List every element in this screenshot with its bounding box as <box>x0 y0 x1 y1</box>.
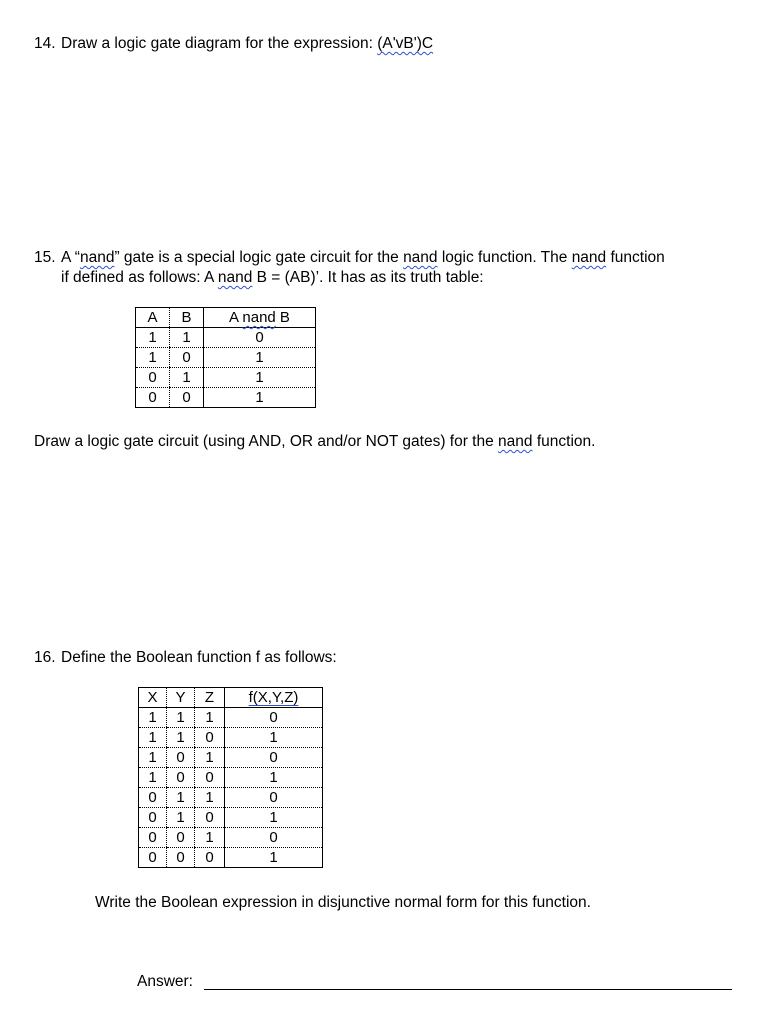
function-truth-table <box>138 687 323 868</box>
question-15-instruction <box>34 432 595 452</box>
question-15-line-1 <box>34 248 665 268</box>
table-cell: 0 <box>139 848 167 868</box>
table-header-row <box>139 688 323 708</box>
table-cell: 1 <box>136 348 170 368</box>
table-cell: 1 <box>225 808 323 828</box>
table-cell: 0 <box>225 828 323 848</box>
table-cell: 0 <box>225 708 323 728</box>
table-cell: 0 <box>195 848 225 868</box>
question-16 <box>34 648 337 668</box>
question-14-text: Draw a logic gate diagram for the expression: <box>61 35 378 52</box>
table-row <box>139 788 323 808</box>
nand-word: nand <box>403 249 438 266</box>
table-row <box>139 708 323 728</box>
header-f: f(X,Y,Z) <box>225 688 323 708</box>
question-15-number: 15. <box>34 249 56 266</box>
table-cell: 1 <box>139 748 167 768</box>
question-16-number: 16. <box>34 649 56 666</box>
table-row <box>139 828 323 848</box>
table-cell: 0 <box>195 728 225 748</box>
table-cell: 0 <box>195 768 225 788</box>
table-cell: 1 <box>195 708 225 728</box>
table-cell: 0 <box>139 808 167 828</box>
table-row <box>136 328 316 348</box>
table-cell: 0 <box>167 768 195 788</box>
question-14 <box>34 34 433 54</box>
table-cell: 0 <box>167 848 195 868</box>
table-cell: 1 <box>195 788 225 808</box>
table-row <box>136 348 316 368</box>
answer-line[interactable] <box>204 989 732 990</box>
nand-word: nand <box>571 249 607 266</box>
table-cell: 0 <box>170 388 204 408</box>
table-cell: 0 <box>195 808 225 828</box>
table-cell: 1 <box>139 728 167 748</box>
table-cell: 1 <box>167 808 195 828</box>
nand-word: nand <box>498 433 533 450</box>
header-b: B <box>170 308 204 328</box>
header-z: Z <box>195 688 225 708</box>
table-cell: 0 <box>170 348 204 368</box>
table-row <box>139 768 323 788</box>
table-cell: 0 <box>225 748 323 768</box>
table-cell: 1 <box>225 728 323 748</box>
question-15-text-d: function <box>606 249 665 266</box>
table-cell: 1 <box>195 828 225 848</box>
table-row <box>139 748 323 768</box>
table-cell: 1 <box>167 788 195 808</box>
table-cell: 1 <box>204 348 316 368</box>
table-cell: 1 <box>167 728 195 748</box>
question-14-expression: (A'vB')C <box>377 35 434 52</box>
header-y: Y <box>167 688 195 708</box>
table-cell: 0 <box>225 788 323 808</box>
table-cell: 1 <box>225 848 323 868</box>
question-15-text-a: A “ <box>61 249 80 266</box>
nand-word: nand <box>217 269 253 286</box>
table-header-row <box>136 308 316 328</box>
table-row <box>139 808 323 828</box>
table-cell: 0 <box>139 788 167 808</box>
header-a: A <box>136 308 170 328</box>
table-cell: 1 <box>225 768 323 788</box>
answer-label: Answer: <box>137 973 193 990</box>
table-row <box>139 728 323 748</box>
header-a-nand-b: A nand B <box>204 308 316 328</box>
question-14-number: 14. <box>34 35 56 52</box>
question-15-text-c: logic function. The <box>437 249 572 266</box>
table-cell: 0 <box>167 748 195 768</box>
question-16-text: Define the Boolean function f as follows: <box>61 649 337 666</box>
question-15-text-b: ” gate is a special logic gate circuit for the <box>114 249 404 266</box>
header-x: X <box>139 688 167 708</box>
table-cell: 1 <box>195 748 225 768</box>
table-cell: 0 <box>136 368 170 388</box>
table-cell: 1 <box>204 368 316 388</box>
table-row <box>136 388 316 408</box>
table-row <box>136 368 316 388</box>
table-row <box>139 848 323 868</box>
instruction-text-b: function. <box>532 433 596 450</box>
question-15-text-f: B = (AB)’. It has as its truth table: <box>252 269 484 286</box>
table-cell: 0 <box>139 828 167 848</box>
table-cell: 1 <box>136 328 170 348</box>
table-cell: 1 <box>170 368 204 388</box>
question-16-instruction: Write the Boolean expression in disjunctive normal form for this function. <box>95 894 591 911</box>
table-cell: 1 <box>204 388 316 408</box>
table-cell: 1 <box>139 768 167 788</box>
table-cell: 1 <box>139 708 167 728</box>
table-cell: 0 <box>204 328 316 348</box>
nand-truth-table <box>135 307 316 408</box>
table-cell: 0 <box>167 828 195 848</box>
instruction-text-a: Draw a logic gate circuit (using AND, OR and/or NOT gates) for the <box>34 433 499 450</box>
nand-word: nand <box>79 249 115 266</box>
question-15-line-2 <box>61 268 484 288</box>
table-cell: 1 <box>170 328 204 348</box>
table-cell: 0 <box>136 388 170 408</box>
question-15-text-e: if defined as follows: A <box>61 269 218 286</box>
table-cell: 1 <box>167 708 195 728</box>
